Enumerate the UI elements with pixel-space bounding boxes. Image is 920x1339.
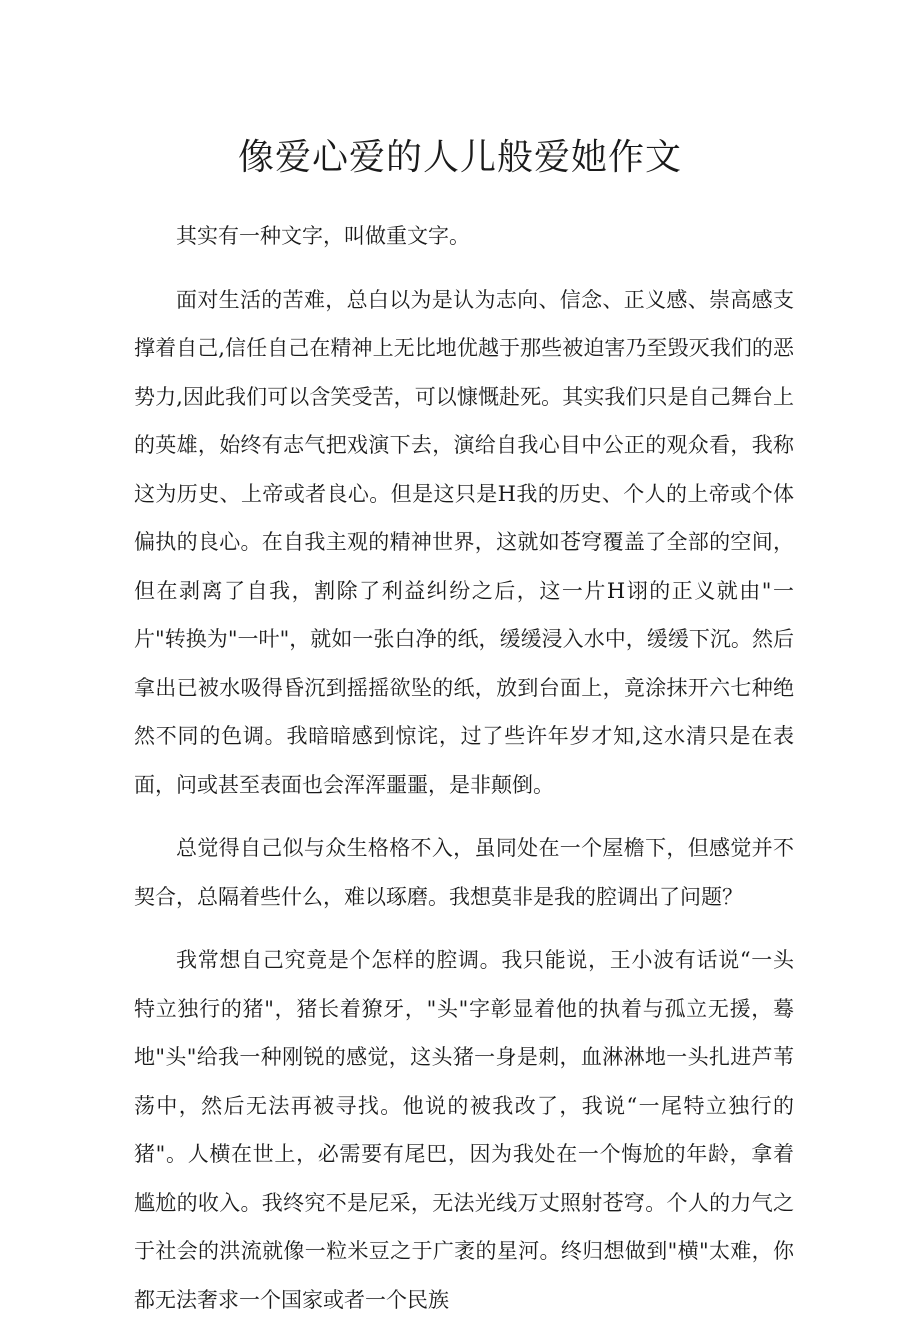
paragraph: 总觉得自己似与众生格格不入，虽同处在一个屋檐下，但感觉并不契合，总隔着些什么，难以琢磨。我想莫非是我的腔调出了问题？	[134, 836, 794, 909]
paragraph: 其实有一种文字，叫做重文字。	[176, 224, 470, 248]
document-title: 像爱心爱的人儿般爱她作文	[237, 137, 682, 178]
paragraph: 我常想自己究竟是个怎样的腔调。我只能说，王小波有话说“一头特立独行的猪"，猪长着獠牙，"头"字彰显着他的执着与孤立无援，蓦地"头"给我一种刚锐的感觉，这头猪一身是刺，血淋淋地一头扎进芦苇荡中，然后无法再被寻找。他说的被我改了，我说“一尾特立独行的猪"。人横在世上，必需要有尾巴，因为我处在一个悔尬的年龄，拿着尴尬的收入。我终究不是尼采，无法光线万丈照射苍穹。个人的力气之于社会的洪流就像一粒米豆之于广袤的星河。终归想做到"横"太难，你都无法奢求一个国家或者一个民族	[134, 948, 794, 1312]
paragraph: 面对生活的苦难，总白以为是认为志向、信念、正义感、崇高感支撑着自己,信任自己在精神上无比地优越于那些被迫害乃至毁灭我们的恶势力,因此我们可以含笑受苦，可以慷慨赴死。其实我们只是自己舞台上的英雄，始终有志气把戏演下去，演给自我心目中公正的观众看，我称这为历史、上帝或者良心。但是这只是H我的历史、个人的上帝或个体偏执的良心。在自我主观的精神世界，这就如苍穹覆盖了全部的空间，但在剥离了自我，割除了利益纠纷之后，这一片H诩的正义就由"一片"转换为"一叶"，就如一张白净的纸，缓缓浸入水中，缓缓下沉。然后拿出已被水吸得昏沉到摇摇欲坠的纸，放到台面上，竟涂抹开六七种绝然不同的色调。我暗暗感到惊诧，过了些许年岁才知,这水清只是在表面，问或甚至表面也会浑浑噩噩，是非颠倒。	[134, 287, 794, 797]
document-body	[134, 212, 794, 1339]
